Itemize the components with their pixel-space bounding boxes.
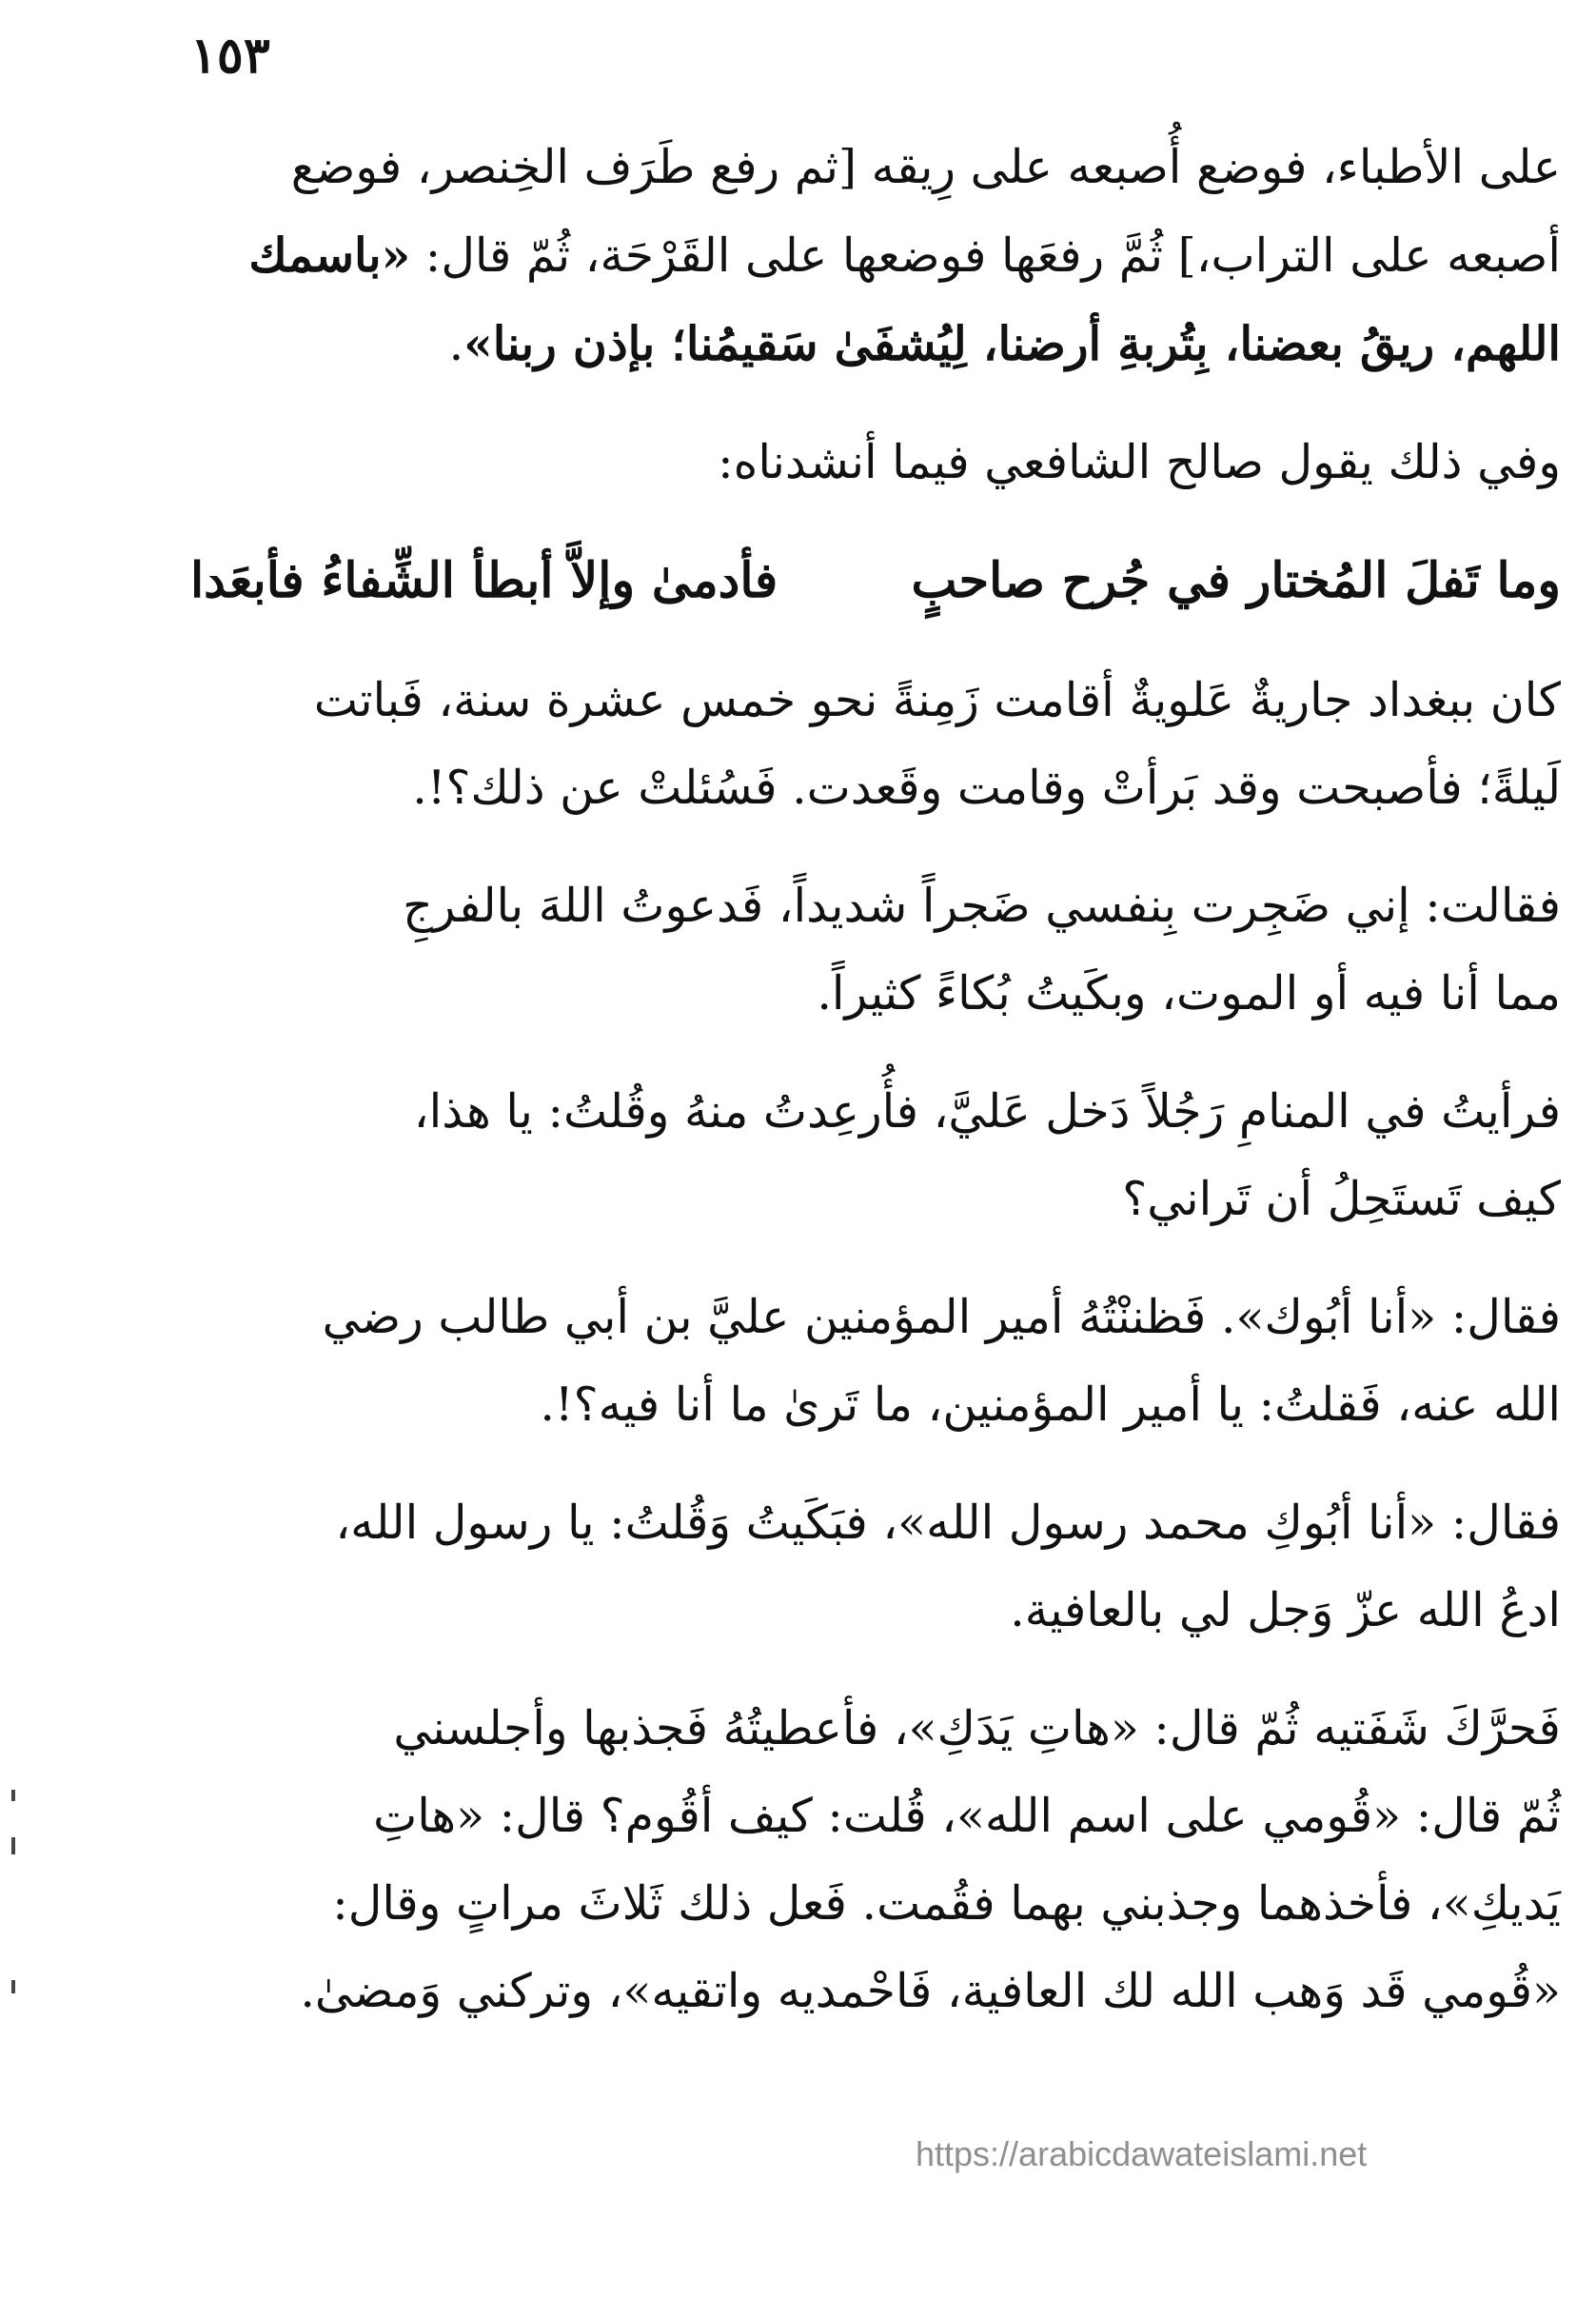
text-line: لَيلةً؛ فأصبحت وقد بَرأتْ وقامت وقَعدت. فَسُئلتْ عن ذلك؟!. bbox=[412, 761, 1561, 815]
text-line: كيف تَستَحِلُ أن تَراني؟ bbox=[1122, 1172, 1561, 1226]
poetry-verse bbox=[190, 537, 1561, 624]
text-line: الله عنه، فَقلتُ: يا أمير المؤمنين، ما تَرىٰ ما أنا فيه؟!. bbox=[540, 1377, 1561, 1432]
verse-hemistich-second: فأدمىٰ وإلاَّ أبطأ الشِّفاءُ فأبعَدا bbox=[190, 552, 778, 609]
body-text bbox=[190, 124, 1561, 2066]
text-line: فقال: «أنا أبُوك». فَظننْتُهُ أمير المؤمنين عليَّ بن أبي طالب رضي bbox=[322, 1290, 1561, 1344]
scan-artifact bbox=[11, 1837, 15, 1854]
text-line: مما أنا فيه أو الموت، وبكَيتُ بُكاءً كثيراً. bbox=[817, 966, 1561, 1021]
text-line: فقالت: إني ضَجِرت بِنفسي ضَجراً شديداً، فَدعوتُ اللهَ بالفرجِ bbox=[403, 879, 1561, 933]
text-line: ادعُ الله عزّ وَجل لي بالعافية. bbox=[1010, 1583, 1561, 1637]
text-line: يَديكِ»، فأخذهما وجذبني بهما فقُمت. فَعل ذلك ثَلاثَ مراتٍ وقال: bbox=[332, 1876, 1561, 1931]
text-line: ثُمّ قال: «قُومي على اسم الله»، قُلت: كيف أقُوم؟ قال: «هاتِ bbox=[373, 1789, 1561, 1843]
scan-artifact bbox=[11, 1790, 15, 1801]
text-line: «قُومي قَد وَهب الله لك العافية، فَاحْمديه واتقيه»، وتركني وَمضىٰ. bbox=[300, 1964, 1561, 2018]
page-number: ١٥٣ bbox=[190, 27, 270, 85]
paragraph-1 bbox=[190, 124, 1561, 388]
paragraph-4 bbox=[190, 862, 1561, 1038]
text-line: وفي ذلك يقول صالح الشافعي فيما أنشدناه: bbox=[718, 435, 1561, 489]
paragraph-3 bbox=[190, 657, 1561, 832]
paragraph-6 bbox=[190, 1274, 1561, 1449]
paragraph-2 bbox=[190, 419, 1561, 506]
bold-quote: «باسمك bbox=[248, 228, 411, 283]
text-line: فرأيتُ في المنامِ رَجُلاً دَخل عَليَّ، فأُرعِدتُ منهُ وقُلتُ: يا هذا، bbox=[413, 1084, 1561, 1139]
watermark-url: https://arabicdawateislami.net bbox=[916, 2134, 1368, 2173]
text-line: كان ببغداد جاريةٌ عَلويةٌ أقامت زَمِنةً نحو خمس عشرة سنة، فَباتت bbox=[313, 673, 1561, 727]
scan-artifact bbox=[11, 1980, 15, 1993]
text-line: على الأطباء، فوضع أُصبعه على رِيقه [ثم رفع طَرَف الخِنصر، فوضع bbox=[290, 140, 1561, 194]
paragraph-8 bbox=[190, 1685, 1561, 2035]
text-line: اللهم، ريقُ بعضنا، بِتُربةِ أرضنا، لِيُشفَىٰ سَقيمُنا؛ بإذن ربنا». bbox=[448, 316, 1561, 371]
text-line: أصبعه على التراب،] ثُمَّ رفعَها فوضعها على القَرْحَة، ثُمّ قال: «باسمك bbox=[248, 228, 1561, 283]
text-line: فَحرَّكَ شَفَتيه ثُمّ قال: «هاتِ يَدَكِ»، فأعطيتُهُ فَجذبها وأجلسني bbox=[393, 1701, 1561, 1755]
paragraph-7 bbox=[190, 1479, 1561, 1655]
paragraph-5 bbox=[190, 1068, 1561, 1243]
text-line: فقال: «أنا أبُوكِ محمد رسول الله»، فبَكَيتُ وَقُلتُ: يا رسول الله، bbox=[335, 1496, 1561, 1550]
verse-hemistich-first: وما تَفلَ المُختار في جُرح صاحبٍ bbox=[911, 552, 1561, 609]
